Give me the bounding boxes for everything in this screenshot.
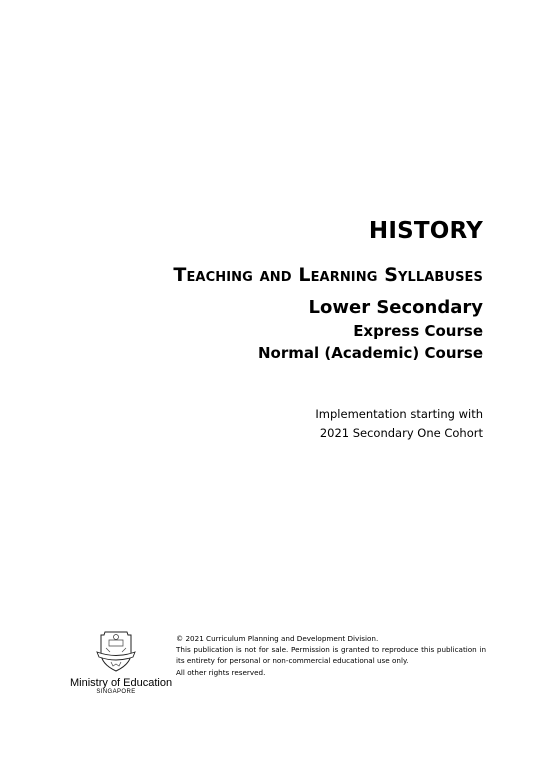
permission-text: This publication is not for sale. Permission is granted to reproduce this publication in its entirety for personal or non-commercial educational use only. bbox=[176, 645, 486, 666]
implementation-note bbox=[315, 405, 483, 443]
document-subtitle: Teaching and Learning Syllabuses bbox=[173, 264, 483, 286]
title-block bbox=[173, 216, 483, 364]
moe-logo bbox=[70, 626, 173, 695]
course-normal-academic: Normal (Academic) Course bbox=[258, 344, 483, 362]
implementation-line-2: 2021 Secondary One Cohort bbox=[319, 426, 483, 440]
level-label: Lower Secondary bbox=[308, 297, 483, 318]
ministry-name: Ministry of Education bbox=[70, 677, 173, 689]
moe-crest-icon bbox=[91, 626, 141, 674]
document-title: HISTORY bbox=[368, 218, 483, 244]
rights-reserved: All other rights reserved. bbox=[176, 667, 266, 677]
copyright-line: © 2021 Curriculum Planning and Development Division. bbox=[176, 634, 379, 643]
ministry-country: SINGAPORE bbox=[96, 689, 136, 695]
copyright-notice bbox=[176, 633, 486, 678]
implementation-line-1: Implementation starting with bbox=[315, 407, 483, 421]
course-express: Express Course bbox=[353, 322, 483, 340]
